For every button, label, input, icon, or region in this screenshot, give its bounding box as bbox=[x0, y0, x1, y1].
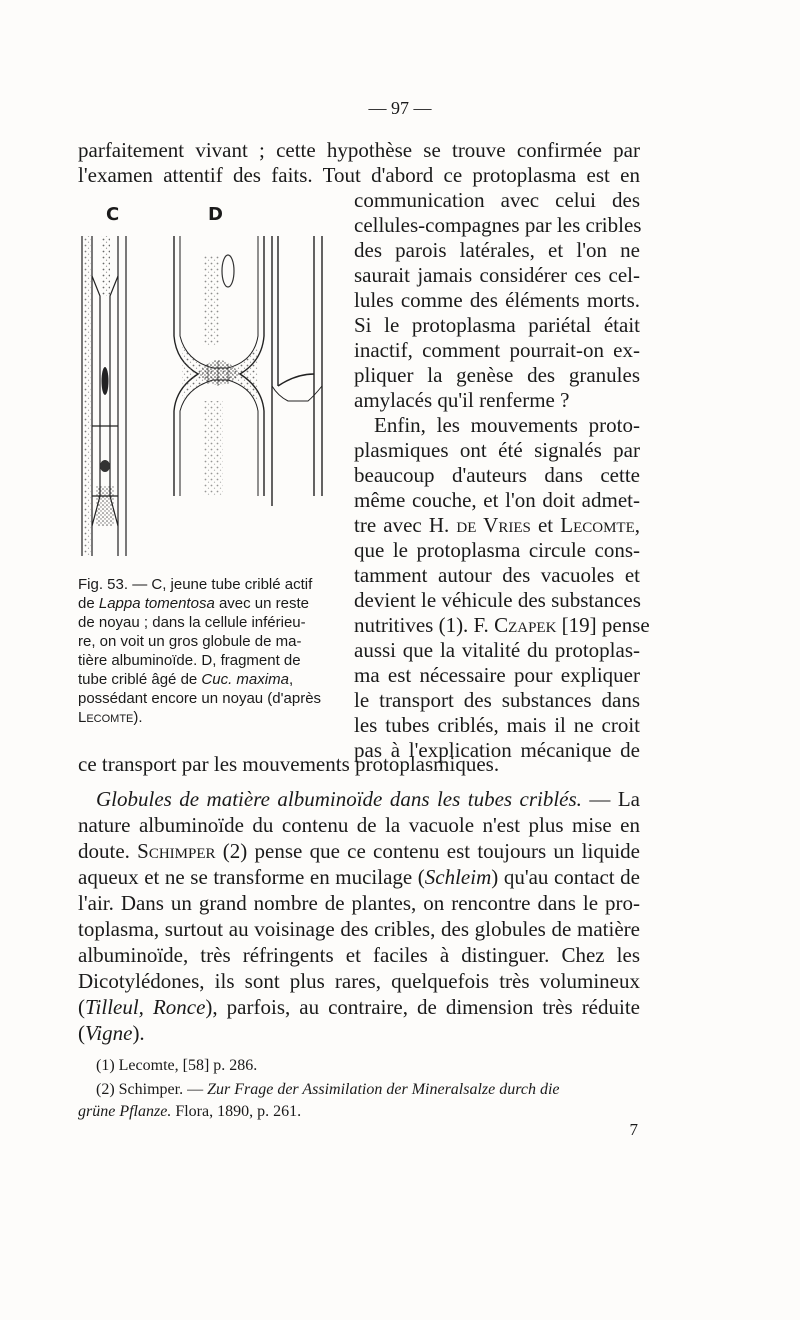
column-line: lules comme des éléments morts. bbox=[354, 288, 640, 312]
body-line: (Vigne). bbox=[78, 1021, 145, 1045]
caption-line: tière albuminoïde. D, fragment de bbox=[78, 652, 301, 669]
column-line: pliquer la genèse des granules bbox=[354, 363, 640, 387]
caption-line: re, on voit un gros globule de ma- bbox=[78, 633, 302, 650]
caption-line: de noyau ; dans la cellule inférieu- bbox=[78, 614, 306, 631]
footnote-2: (2) Schimper. — Zur Frage der Assimilation der Mineralsalze durch die bbox=[96, 1081, 560, 1098]
section-heading-line: Globules de matière albuminoïde dans les tubes criblés. — La bbox=[96, 787, 640, 811]
column-line: tamment autour des vacuoles et bbox=[354, 563, 640, 587]
body-line: nature albuminoïde du contenu de la vacuole n'est plus mise en bbox=[78, 813, 640, 837]
figure-53 bbox=[78, 196, 344, 576]
column-line: saurait jamais considérer ces cel- bbox=[354, 263, 640, 287]
column-line: beaucoup d'auteurs dans cette bbox=[354, 463, 640, 487]
section-heading: Globules de matière albuminoïde dans les tubes criblés. bbox=[96, 787, 582, 811]
body-line: l'air. Dans un grand nombre de plantes, on rencontre dans le pro- bbox=[78, 891, 640, 915]
column-line: plasmiques ont été signalés par bbox=[354, 438, 640, 462]
body-line: Dicotylédones, ils sont plus rares, quelquefois très volumineux bbox=[78, 969, 640, 993]
column-line: ma est nécessaire pour expliquer bbox=[354, 663, 640, 687]
body-line: toplasma, surtout au voisinage des cribles, des globules de matière bbox=[78, 917, 640, 941]
caption-fig: Fig. 53. — C, jeune tube criblé actif bbox=[78, 576, 313, 593]
column-line: même couche, et l'on doit admet- bbox=[354, 488, 640, 512]
body-line: l'examen attentif des faits. Tout d'abord ce protoplasma est en bbox=[78, 163, 640, 187]
body-line: aqueux et ne se transforme en mucilage (Schleim) qu'au contact de bbox=[78, 865, 640, 889]
column-line: amylacés qu'il renferme ? bbox=[354, 388, 570, 412]
column-line: devient le véhicule des substances bbox=[354, 588, 641, 612]
column-line: Enfin, les mouvements proto- bbox=[374, 413, 640, 437]
column-line: tre avec H. de Vries et Lecomte, bbox=[354, 513, 641, 537]
column-line: des parois latérales, et l'on ne bbox=[354, 238, 640, 262]
body-line: parfaitement vivant ; cette hypothèse se trouve confirmée par bbox=[78, 138, 640, 162]
page-number: — 97 — bbox=[368, 98, 432, 118]
column-line: le transport des substances dans bbox=[354, 688, 640, 712]
column-line: que le protoplasma circule cons- bbox=[354, 538, 640, 562]
caption-line: possédant encore un noyau (d'après bbox=[78, 690, 322, 707]
caption-line: Lecomte). bbox=[78, 709, 143, 726]
caption-line bbox=[78, 576, 312, 594]
figure-label-d: D bbox=[208, 204, 223, 225]
column-line: communication avec celui des bbox=[354, 188, 640, 212]
column-line: Si le protoplasma pariétal était bbox=[354, 313, 640, 337]
figure-label-c: C bbox=[106, 204, 120, 225]
signature-mark: 7 bbox=[629, 1120, 638, 1139]
column-line: pas à l'explication mécanique de bbox=[354, 738, 640, 762]
body-line: (Tilleul, Ronce), parfois, au contraire, de dimension très réduite bbox=[78, 995, 640, 1019]
column-line: les tubes criblés, mais il ne croit bbox=[354, 713, 640, 737]
body-line: albuminoïde, très réfringents et faciles à distinguer. Chez les bbox=[78, 943, 640, 967]
body-line: ce transport par les mouvements protoplasmiques. bbox=[78, 752, 500, 776]
caption-line: tube criblé âgé de Cuc. maxima, bbox=[78, 671, 294, 688]
column-line: cellules-compagnes par les cribles bbox=[354, 213, 642, 237]
body-line: doute. Schimper (2) pense que ce contenu est toujours un liquide bbox=[78, 839, 640, 863]
column-line: nutritives (1). F. Czapek [19] pense bbox=[354, 613, 650, 637]
figure-drawing bbox=[78, 196, 344, 576]
footnote-2-cont: grüne Pflanze. Flora, 1890, p. 261. bbox=[78, 1103, 302, 1120]
column-line: inactif, comment pourrait-on ex- bbox=[354, 338, 640, 362]
footnote-1: (1) Lecomte, [58] p. 286. bbox=[96, 1057, 258, 1074]
caption-line: de Lappa tomentosa avec un reste bbox=[78, 595, 309, 612]
column-line: aussi que la vitalité du protoplas- bbox=[354, 638, 640, 662]
